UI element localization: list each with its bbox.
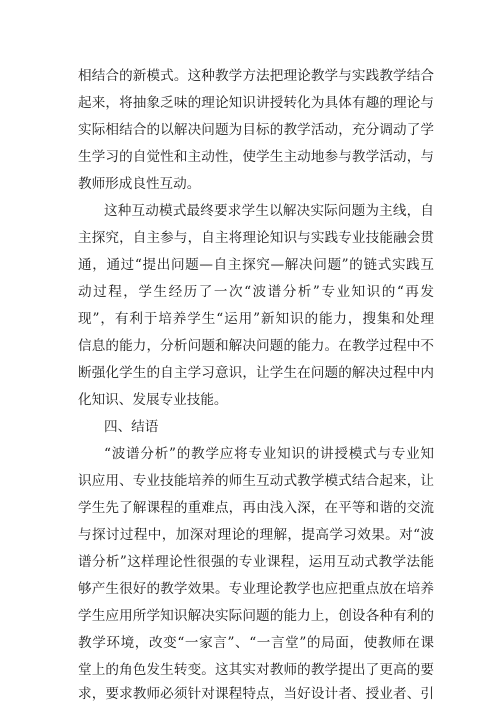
text-line: 相结合的新模式。这种教学方法把理论教学与实践教学结合 [78,68,434,84]
text-line: 起来，将抽象乏味的理论知识讲授转化为具体有趣的理论与 [78,95,434,111]
text-line: 够产生很好的教学效果。专业理论教学也应把重点放在培养 [78,581,434,597]
text-line: 化知识、发展专业技能。 [78,392,228,408]
text-line: 生学习的自觉性和主动性，使学生主动地参与教学活动，与 [78,149,434,165]
text-line: 现”，有利于培养学生“运用”新知识的能力，搜集和处理 [78,311,434,327]
text-line: 动过程，学生经历了一次“波谱分析”专业知识的“再发 [78,284,434,300]
text-line: 主探究，自主参与，自主将理论知识与实践专业技能融会贯 [78,230,434,246]
text-line: 信息的能力，分析问题和解决问题的能力。在教学过程中不 [78,338,434,354]
text-line: 实际相结合的以解决问题为目标的教学活动，充分调动了学 [78,122,434,138]
text-line: 求，要求教师必须针对课程特点，当好设计者、授业者、引 [78,686,434,702]
paragraph-start-line: 这种互动模式最终要求学生以解决实际问题为主线，自 [104,203,434,219]
text-line: 通，通过“提出问题—自主探究—解决问题”的链式实践互 [78,257,434,273]
text-line: 堂上的角色发生转变。这其实对教师的教学提出了更高的要 [78,662,434,678]
paragraph-start-line: “波谱分析”的教学应将专业知识的讲授模式与专业知 [104,446,434,462]
text-line: 断强化学生的自主学习意识，让学生在问题的解决过程中内 [78,365,434,381]
text-line: 学生先了解课程的重难点，再由浅入深，在平等和谐的交流 [78,500,434,516]
text-line: 教学环境，改变“一家言”、“一言堂”的局面，使教师在课 [78,635,434,651]
section-heading: 四、结语 [104,419,159,435]
text-line: 学生应用所学知识解决实际问题的能力上，创设各种有利的 [78,608,434,624]
text-line: 教师形成良性互动。 [78,176,201,192]
text-line: 与探讨过程中，加深对理论的理解，提高学习效果。对“波 [78,527,434,543]
text-line: 识应用、专业技能培养的师生互动式教学模式结合起来，让 [78,473,434,489]
text-line: 谱分析”这样理论性很强的专业课程，运用互动式教学法能 [78,554,434,570]
